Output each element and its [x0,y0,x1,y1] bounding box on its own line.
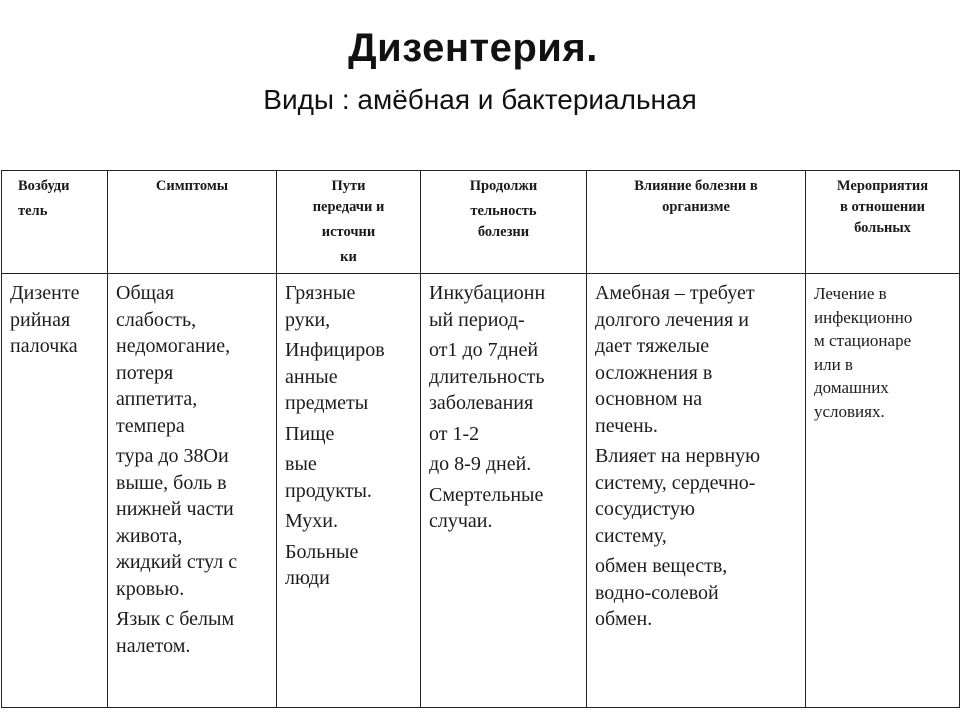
cell-line: печень. [595,414,658,437]
cell-line: заболевания [429,392,534,414]
header-duration [421,171,587,274]
cell-measures [806,274,960,708]
cell-line: от 1-2 [429,422,480,445]
cell-line: темпера [116,414,185,437]
cell-pathogen [2,274,108,708]
header-transmission-line: источни [321,224,376,240]
cell-line: налетом. [116,634,191,657]
header-pathogen-line: тель [18,203,48,219]
cell-line: Пище [285,422,335,445]
cell-line: Общая [116,282,175,304]
header-measures-line: больных [854,220,911,236]
cell-line: недомогание, [116,335,231,357]
cell-line: Мухи. [285,510,338,532]
cell-line: длительность [429,365,545,388]
cell-effect [587,274,806,708]
cell-line: палочка [10,335,78,357]
header-effect-line: Влияние болезни в [634,178,758,194]
cell-line: рийная [10,308,71,331]
header-pathogen [2,171,108,274]
cell-line: тура до 38Oи [116,445,229,467]
cell-duration [421,274,587,708]
cell-line: основном на [595,388,703,410]
header-symptoms-line: Симптомы [155,178,229,194]
cell-line: Амебная – требует [595,282,755,304]
cell-transmission [277,274,421,708]
page-subtitle: Виды : амёбная и бактериальная [263,84,697,115]
header-duration-line: тельность [470,203,537,219]
cell-line: систему, сердечно- [595,471,756,494]
cell-line: вые [285,453,317,475]
header-transmission-line: передачи и [312,199,385,215]
cell-line: дает тяжелые [595,335,710,357]
cell-line: систему, [595,524,667,547]
cell-line: нижней части [116,498,234,520]
cell-line: долгого лечения и [595,308,749,331]
cell-line: инфекционно [814,307,913,327]
cell-line: потеря [116,361,174,384]
cell-line: Больные [285,540,359,563]
header-measures-line: Мероприятия [836,178,929,194]
cell-line: слабость, [116,308,197,331]
cell-line: м стационаре [814,331,912,350]
header-measures-line: в отношении [840,199,925,215]
cell-line: анные [285,365,338,388]
cell-line: или в [814,354,853,374]
cell-line: Смертельные [429,483,544,506]
header-transmission-line: ки [340,249,357,265]
cell-line: осложнения в [595,361,713,384]
cell-line: выше, боль в [116,471,227,494]
table-row [2,274,960,708]
cell-line: Инкубационн [429,282,546,304]
cell-line: обмен веществ, [595,555,728,577]
cell-symptoms [108,274,277,708]
cell-line: водно-солевой [595,581,719,604]
cell-line: до 8-9 дней. [429,453,532,475]
cell-line: жидкий стул с [116,551,238,573]
cell-line: руки, [285,308,331,331]
cell-line: Инфициров [285,339,385,361]
cell-line: случаи. [429,510,493,532]
header-duration-line: Продолжи [469,178,538,194]
header-transmission-line: Пути [331,178,366,194]
cell-line: кровью. [116,577,185,600]
cell-line: аппетита, [116,388,198,410]
header-pathogen-line: Возбуди [18,178,70,194]
cell-line: условиях. [814,401,885,421]
cell-line: обмен. [595,608,653,630]
cell-line: домашних [814,378,889,397]
cell-line: Влияет на нервную [595,445,761,467]
page-title: Дизентерия. [348,26,598,70]
header-effect [587,171,806,274]
header-duration-line: болезни [477,224,530,240]
cell-line: живота, [116,524,183,547]
cell-line: продукты. [285,479,372,502]
cell-line: сосудистую [595,498,695,520]
cell-line: от1 до 7дней [429,339,539,361]
cell-line: люди [285,567,330,589]
cell-line: Лечение в [814,284,887,303]
header-effect-line: организме [662,199,730,215]
cell-line: ый период- [429,308,525,331]
header-measures [806,171,960,274]
cell-line: предметы [285,392,369,414]
cell-line: Язык с белым [116,608,235,630]
cell-line: Грязные [285,282,356,304]
cell-line: Дизенте [10,282,80,304]
header-transmission [277,171,421,274]
dysentery-table [1,170,960,708]
header-symptoms [108,171,277,274]
table-header-row [2,171,960,274]
